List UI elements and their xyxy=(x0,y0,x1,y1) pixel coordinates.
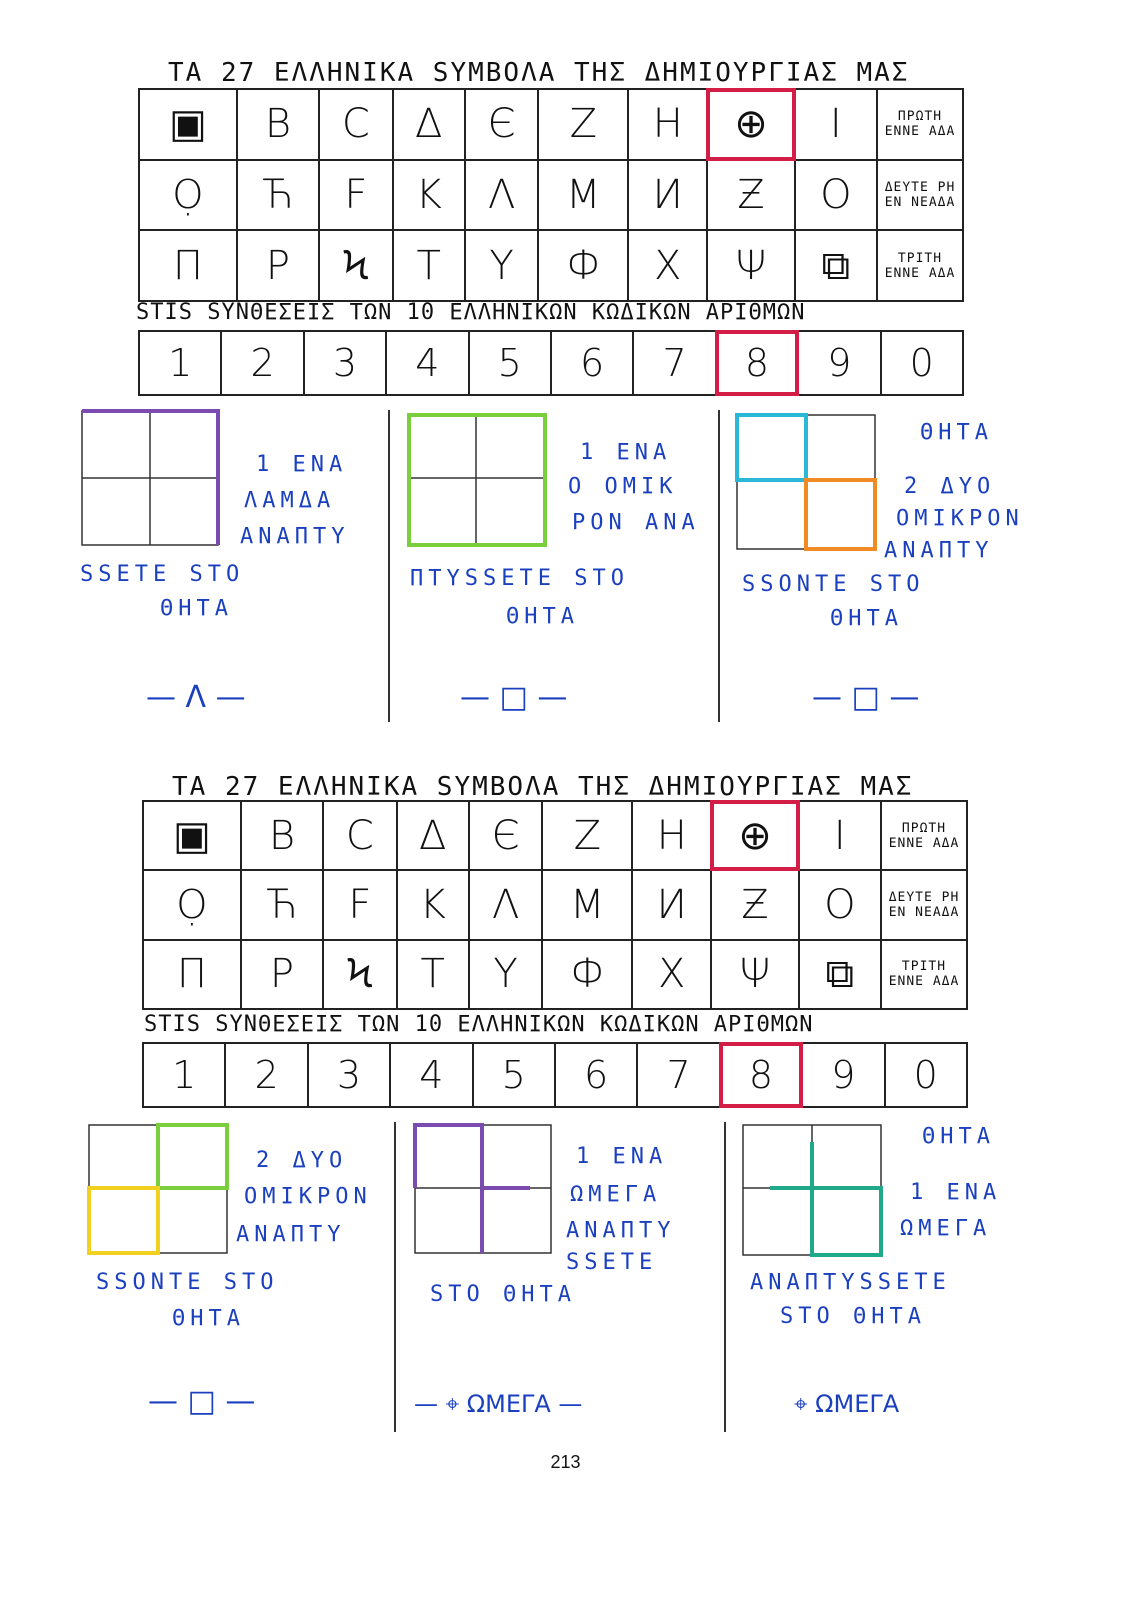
panel-caption: ΘΗΤΑ xyxy=(830,606,903,631)
panel-caption: ΑΝΑΠΤΥSSETE xyxy=(750,1270,951,1295)
number-cell: 3 xyxy=(308,1043,390,1107)
number-cell: 5 xyxy=(469,331,551,395)
symbol-cell: B xyxy=(237,89,319,160)
symbol-cell: B xyxy=(241,801,323,870)
panel-text: ΑΝΑΠΤΥ xyxy=(236,1222,346,1247)
number-cell: 2 xyxy=(221,331,303,395)
panel-caption: STO ΘΗΤΑ xyxy=(430,1282,576,1307)
panel-result: — □ — xyxy=(812,680,920,715)
panel-caption: ΘΗΤΑ xyxy=(506,604,579,629)
panel-text: 1 ΕΝΑ xyxy=(256,452,348,477)
symbol-cell: I xyxy=(795,89,877,160)
number-cell: 3 xyxy=(304,331,386,395)
number-cell: 0 xyxy=(885,1043,967,1107)
panel-caption: ΘΗΤΑ xyxy=(160,596,233,621)
panel-text: ΩΜΕΓΑ xyxy=(900,1216,992,1241)
panel-result: — □ — xyxy=(148,1384,256,1419)
panel-caption: SSETE STO xyxy=(80,562,245,587)
panel-result: — ⌖ ΩΜΕΓΑ — xyxy=(414,1390,583,1418)
symbol-cell: И xyxy=(628,160,707,231)
symbol-cell: Ƶ xyxy=(711,870,798,939)
panel-text: 2 ΔΥΟ xyxy=(256,1148,348,1173)
panel-divider xyxy=(718,410,720,722)
symbol-cell: Ọ xyxy=(139,160,237,231)
symbol-cell: Ƶ xyxy=(707,160,794,231)
number-cell: 1 xyxy=(143,1043,225,1107)
square-grid-figure xyxy=(734,412,878,552)
panel-heading: ΘΗΤΑ xyxy=(922,1124,995,1149)
row-label: ΤΡΙΤΗ ΕΝΝΕ ΑΔΑ xyxy=(881,940,967,1009)
panel-text: ΛΑΜΔΑ xyxy=(244,488,336,513)
panel-text: SSETE xyxy=(566,1250,658,1275)
grid-row xyxy=(143,870,967,939)
symbol-cell: F xyxy=(319,160,393,231)
panel-text: Ο ΟΜΙΚ xyxy=(568,474,678,499)
number-cell: 1 xyxy=(139,331,221,395)
page-number: 213 xyxy=(550,1452,581,1472)
panel-text: ΟΜΙΚΡΟΝ xyxy=(896,506,1024,531)
symbol-cell: X xyxy=(632,940,711,1009)
number-grid xyxy=(138,330,964,396)
grid-row xyxy=(139,331,963,395)
symbol-cell: I xyxy=(799,801,881,870)
sheet-title: ΤΑ 27 ΕΛΛΗΝΙΚΑ SYMBOΛΑ ΤΗΣ ΔΗΜΙΟΥΡΓΙΑΣ ΜΑΣ xyxy=(168,58,910,88)
panel-result: — □ — xyxy=(460,680,568,715)
symbol-cell: Y xyxy=(469,940,543,1009)
symbol-cell: Z xyxy=(538,89,628,160)
symbol-cell: K xyxy=(393,160,465,231)
symbol-cell: M xyxy=(538,160,628,231)
symbol-cell: ⧉ xyxy=(795,230,877,301)
symbol-cell: Π xyxy=(139,230,237,301)
row-label: ΠΡΩΤΗ ΕΝΝΕ ΑΔΑ xyxy=(877,89,963,160)
grid-row xyxy=(139,160,963,231)
number-grid xyxy=(142,1042,968,1108)
sheet-title: ΤΑ 27 ΕΛΛΗΝΙΚΑ SYMBOΛΑ ΤΗΣ ΔΗΜΙΟΥΡΓΙΑΣ ΜΑΣ xyxy=(172,772,914,802)
panel-text: ΑΝΑΠΤΥ xyxy=(240,524,350,549)
symbol-cell: H xyxy=(628,89,707,160)
square-grid-figure xyxy=(80,408,224,548)
square-grid-figure xyxy=(406,412,548,548)
symbol-cell: C xyxy=(319,89,393,160)
symbol-cell: H xyxy=(632,801,711,870)
symbol-cell: T xyxy=(393,230,465,301)
number-cell: 9 xyxy=(798,331,880,395)
symbol-cell: Ћ xyxy=(237,160,319,231)
panel-divider xyxy=(724,1122,726,1432)
symbol-cell: И xyxy=(632,870,711,939)
panel-text: ΑΝΑΠΤΥ xyxy=(566,1218,676,1243)
panel-caption: SSONTE STO xyxy=(96,1270,279,1295)
square-grid-figure xyxy=(740,1122,884,1258)
symbol-cell: Δ xyxy=(397,801,469,870)
symbol-cell: F xyxy=(323,870,397,939)
panel-divider xyxy=(388,410,390,722)
symbol-cell: ⧉ xyxy=(799,940,881,1009)
number-cell: 9 xyxy=(802,1043,884,1107)
panel-text: 1 ΕΝΑ xyxy=(910,1180,1002,1205)
numbers-caption: STIS SYNΘΕΣΕΙΣ ΤΩΝ 10 ΕΛΛΗΝΙΚΩΝ ΚΩΔΙΚΩΝ ΑΡΙΘΜΩΝ xyxy=(144,1012,814,1037)
grid-row xyxy=(143,940,967,1009)
grid-row xyxy=(139,230,963,301)
symbol-cell: Δ xyxy=(393,89,465,160)
panel-text: ΡΟΝ ΑΝΑ xyxy=(572,510,700,535)
panel-divider xyxy=(394,1122,396,1432)
symbol-cell: Ћ xyxy=(241,870,323,939)
panel-heading: ΘΗΤΑ xyxy=(920,420,993,445)
symbol-cell: Ϟ xyxy=(319,230,393,301)
symbol-cell: ▣ xyxy=(139,89,237,160)
panel-text: 1 ΕΝΑ xyxy=(576,1144,668,1169)
number-cell-highlighted: 8 xyxy=(720,1043,802,1107)
row-label: ΠΡΩΤΗ ΕΝΝΕ ΑΔΑ xyxy=(881,801,967,870)
symbol-cell: Z xyxy=(542,801,632,870)
symbol-cell: Y xyxy=(465,230,539,301)
row-label: ΔΕΥΤΕ ΡΗ ΕΝ ΝΕΑΔΑ xyxy=(877,160,963,231)
symbol-cell: Ф xyxy=(542,940,632,1009)
symbol-cell: Ф xyxy=(538,230,628,301)
symbol-cell: Є xyxy=(469,801,543,870)
number-cell: 7 xyxy=(633,331,715,395)
grid-row xyxy=(139,89,963,160)
symbol-cell: P xyxy=(241,940,323,1009)
number-cell-highlighted: 8 xyxy=(716,331,798,395)
symbol-cell: X xyxy=(628,230,707,301)
symbol-cell: Π xyxy=(143,940,241,1009)
symbol-cell: M xyxy=(542,870,632,939)
symbol-cell: O xyxy=(799,870,881,939)
square-grid-figure xyxy=(86,1122,230,1256)
panel-text: 2 ΔΥΟ xyxy=(904,474,996,499)
number-cell: 2 xyxy=(225,1043,307,1107)
grid-row xyxy=(143,801,967,870)
number-cell: 6 xyxy=(555,1043,637,1107)
symbol-cell-highlighted: ⊕ xyxy=(711,801,798,870)
row-label: ΤΡΙΤΗ ΕΝΝΕ ΑΔΑ xyxy=(877,230,963,301)
panel-caption: ΘΗΤΑ xyxy=(172,1306,245,1331)
symbol-cell: Ψ xyxy=(707,230,794,301)
number-cell: 5 xyxy=(473,1043,555,1107)
panel-result: ⌖ ΩΜΕΓΑ xyxy=(794,1390,900,1418)
panel-caption: ΠΤΥSSETE STO xyxy=(410,566,629,591)
number-cell: 0 xyxy=(881,331,963,395)
symbol-cell: Ϟ xyxy=(323,940,397,1009)
symbol-cell: O xyxy=(795,160,877,231)
panel-caption: SSONTE STO xyxy=(742,572,925,597)
symbol-cell: Λ xyxy=(465,160,539,231)
panel-text: ΟΜΙΚΡΟΝ xyxy=(244,1184,372,1209)
symbol-cell: Λ xyxy=(469,870,543,939)
panel-caption: STO ΘΗΤΑ xyxy=(780,1304,926,1329)
number-cell: 4 xyxy=(390,1043,472,1107)
symbol-cell: ▣ xyxy=(143,801,241,870)
symbol-cell-highlighted: ⊕ xyxy=(707,89,794,160)
numbers-caption: STIS SYNΘΕΣΕΙΣ ΤΩΝ 10 ΕΛΛΗΝΙΚΩΝ ΚΩΔΙΚΩΝ ΑΡΙΘΜΩΝ xyxy=(136,300,806,325)
panel-text: ΩΜΕΓΑ xyxy=(570,1182,662,1207)
number-cell: 6 xyxy=(551,331,633,395)
symbol-cell: Ψ xyxy=(711,940,798,1009)
symbol-grid xyxy=(142,800,968,1010)
symbol-cell: K xyxy=(397,870,469,939)
number-cell: 4 xyxy=(386,331,468,395)
symbol-cell: Є xyxy=(465,89,539,160)
symbol-cell: C xyxy=(323,801,397,870)
symbol-cell: T xyxy=(397,940,469,1009)
panel-text: ΑΝΑΠΤΥ xyxy=(884,538,994,563)
number-cell: 7 xyxy=(637,1043,719,1107)
symbol-grid xyxy=(138,88,964,302)
row-label: ΔΕΥΤΕ ΡΗ ΕΝ ΝΕΑΔΑ xyxy=(881,870,967,939)
square-grid-figure xyxy=(412,1122,554,1256)
grid-row xyxy=(143,1043,967,1107)
panel-text: 1 ΕΝΑ xyxy=(580,440,672,465)
panel-result: — Λ — xyxy=(146,680,246,715)
symbol-cell: Ọ xyxy=(143,870,241,939)
symbol-cell: P xyxy=(237,230,319,301)
